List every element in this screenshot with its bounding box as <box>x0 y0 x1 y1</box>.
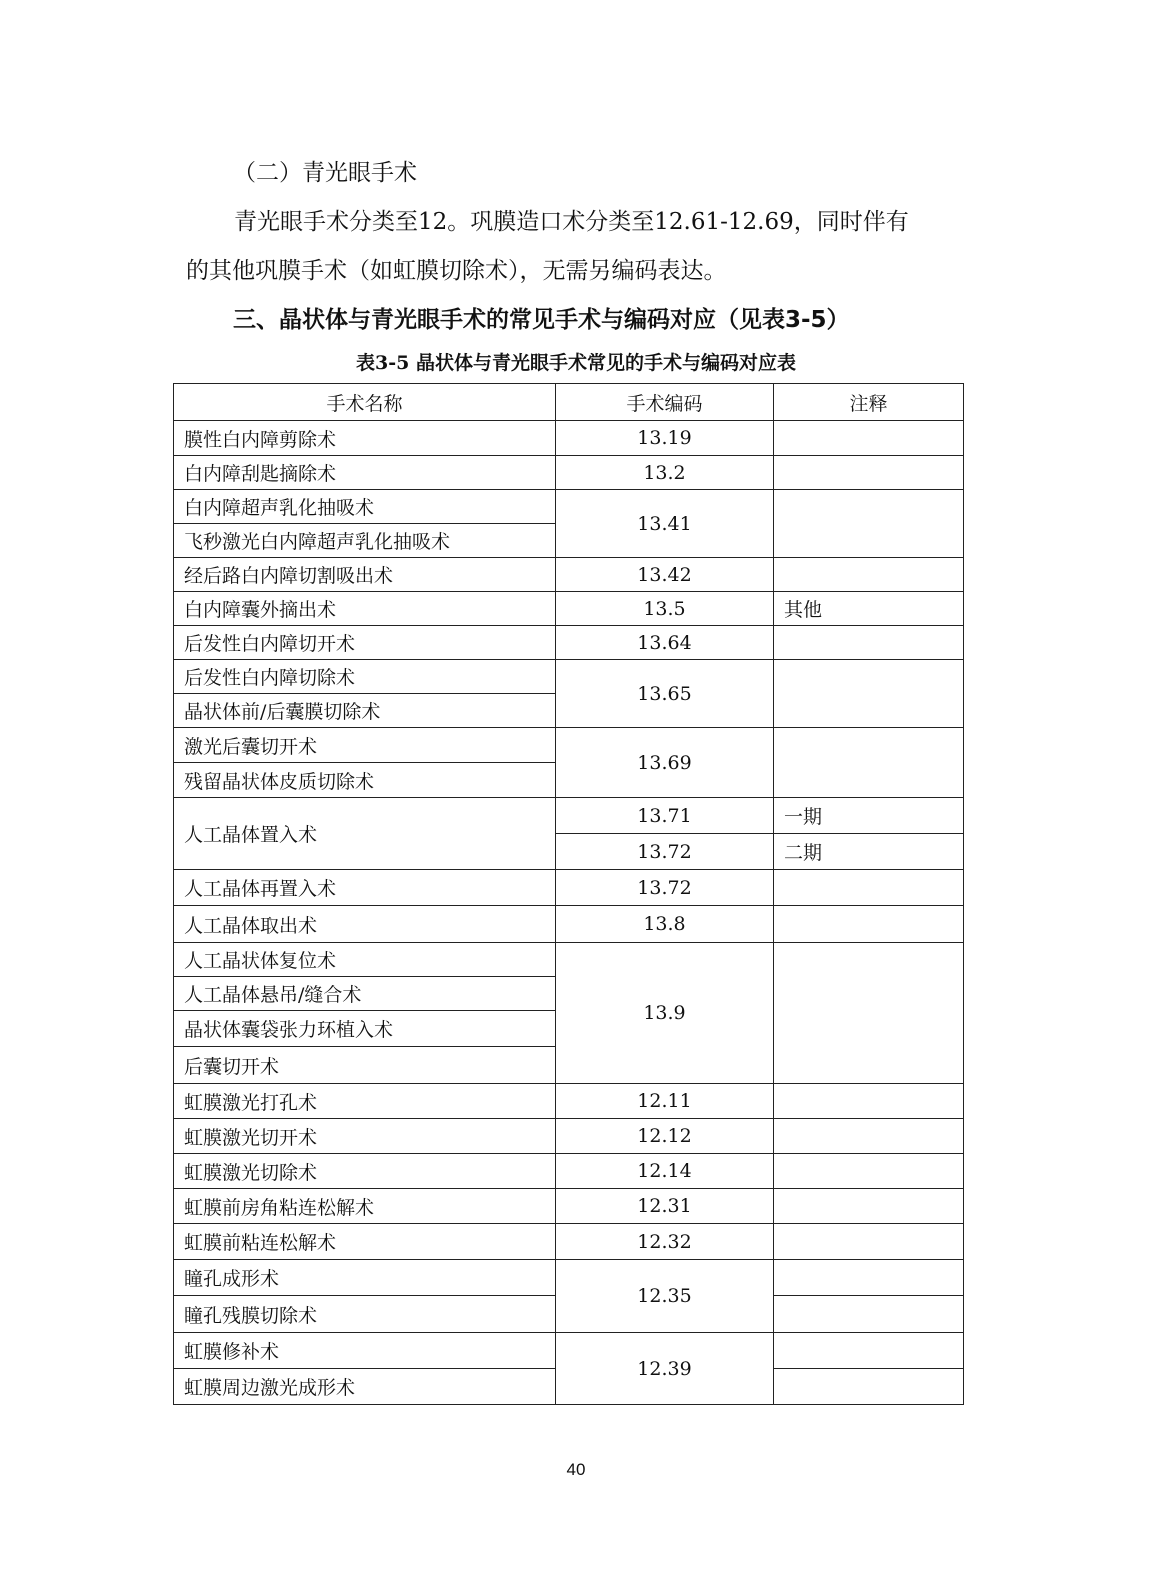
cell-code: 13.72 <box>556 870 774 906</box>
header-name: 手术名称 <box>174 384 556 421</box>
section-heading: 三、晶状体与青光眼手术的常见手术与编码对应（见表3-5） <box>233 307 850 333</box>
cell-code: 13.65 <box>556 660 774 728</box>
cell-code: 13.41 <box>556 490 774 558</box>
table-row <box>174 1119 964 1154</box>
cell-code: 13.8 <box>556 906 774 943</box>
cell-code: 13.2 <box>556 456 774 490</box>
paragraph-line-1: 青光眼手术分类至12。巩膜造口术分类至12.61-12.69，同时伴有 <box>234 209 909 235</box>
cell-note <box>774 660 964 728</box>
cell-note <box>774 906 964 943</box>
cell-name: 激光后囊切开术 <box>174 728 556 763</box>
cell-note <box>774 1084 964 1119</box>
cell-code: 12.31 <box>556 1189 774 1224</box>
table-row <box>174 906 964 943</box>
cell-note <box>774 1260 964 1296</box>
cell-name: 虹膜修补术 <box>174 1333 556 1369</box>
cell-code: 13.9 <box>556 943 774 1084</box>
cell-name: 虹膜前粘连松解术 <box>174 1224 556 1260</box>
cell-name: 人工晶体取出术 <box>174 906 556 943</box>
cell-note <box>774 456 964 490</box>
header-note: 注释 <box>774 384 964 421</box>
cell-name: 白内障超声乳化抽吸术 <box>174 490 556 524</box>
cell-name: 人工晶体置入术 <box>174 798 556 870</box>
cell-name: 后发性白内障切开术 <box>174 626 556 660</box>
cell-note <box>774 1333 964 1369</box>
table-row <box>174 1260 964 1296</box>
cell-name: 人工晶状体复位术 <box>174 943 556 977</box>
cell-code: 13.69 <box>556 728 774 798</box>
cell-code: 13.72 <box>556 834 774 870</box>
paragraph <box>186 198 966 296</box>
cell-note: 其他 <box>774 592 964 626</box>
cell-name: 飞秒激光白内障超声乳化抽吸术 <box>174 524 556 558</box>
cell-code: 13.42 <box>556 558 774 592</box>
cell-name: 虹膜激光切除术 <box>174 1154 556 1189</box>
table-row <box>174 592 964 626</box>
cell-code: 13.71 <box>556 798 774 834</box>
cell-name: 虹膜激光切开术 <box>174 1119 556 1154</box>
table-row <box>174 870 964 906</box>
cell-code: 12.11 <box>556 1084 774 1119</box>
cell-note <box>774 870 964 906</box>
table-row <box>174 1189 964 1224</box>
cell-note <box>774 1296 964 1333</box>
cell-note <box>774 1189 964 1224</box>
table-row <box>174 943 964 977</box>
table-row <box>174 1084 964 1119</box>
cell-note <box>774 943 964 1084</box>
cell-note <box>774 1154 964 1189</box>
cell-code: 12.39 <box>556 1333 774 1405</box>
subheading: （二）青光眼手术 <box>233 160 417 186</box>
cell-code: 12.12 <box>556 1119 774 1154</box>
cell-note <box>774 421 964 456</box>
cell-code: 13.5 <box>556 592 774 626</box>
cell-code: 13.19 <box>556 421 774 456</box>
page-number: 40 <box>566 1460 586 1479</box>
cell-note <box>774 1369 964 1405</box>
cell-name: 虹膜周边激光成形术 <box>174 1369 556 1405</box>
table-row <box>174 626 964 660</box>
surgery-code-table <box>173 383 964 1405</box>
cell-code: 13.64 <box>556 626 774 660</box>
cell-code: 12.14 <box>556 1154 774 1189</box>
cell-name: 白内障囊外摘出术 <box>174 592 556 626</box>
cell-name: 膜性白内障剪除术 <box>174 421 556 456</box>
cell-name: 人工晶体再置入术 <box>174 870 556 906</box>
cell-name: 白内障刮匙摘除术 <box>174 456 556 490</box>
header-code: 手术编码 <box>556 384 774 421</box>
cell-note <box>774 1119 964 1154</box>
table-row <box>174 1333 964 1369</box>
table-row <box>174 421 964 456</box>
cell-name: 经后路白内障切割吸出术 <box>174 558 556 592</box>
table-row <box>174 798 964 834</box>
cell-note: 一期 <box>774 798 964 834</box>
table-header-row <box>174 384 964 421</box>
cell-name: 虹膜激光打孔术 <box>174 1084 556 1119</box>
table-row <box>174 728 964 763</box>
cell-note <box>774 1224 964 1260</box>
cell-note <box>774 490 964 558</box>
cell-note <box>774 626 964 660</box>
table-row <box>174 456 964 490</box>
cell-note <box>774 728 964 798</box>
cell-name: 后发性白内障切除术 <box>174 660 556 694</box>
table-row <box>174 1224 964 1260</box>
paragraph-line-2: 的其他巩膜手术（如虹膜切除术），无需另编码表达。 <box>186 258 727 284</box>
table-row <box>174 558 964 592</box>
cell-name: 人工晶体悬吊/缝合术 <box>174 977 556 1011</box>
cell-name: 晶状体囊袋张力环植入术 <box>174 1011 556 1047</box>
cell-name: 晶状体前/后囊膜切除术 <box>174 694 556 728</box>
cell-code: 12.35 <box>556 1260 774 1333</box>
table-row <box>174 660 964 694</box>
cell-name: 瞳孔成形术 <box>174 1260 556 1296</box>
cell-note: 二期 <box>774 834 964 870</box>
cell-name: 瞳孔残膜切除术 <box>174 1296 556 1333</box>
table-row <box>174 1154 964 1189</box>
table-row <box>174 490 964 524</box>
cell-name: 虹膜前房角粘连松解术 <box>174 1189 556 1224</box>
cell-code: 12.32 <box>556 1224 774 1260</box>
table-caption: 表3-5 晶状体与青光眼手术常见的手术与编码对应表 <box>356 352 796 374</box>
cell-name: 后囊切开术 <box>174 1047 556 1084</box>
cell-note <box>774 558 964 592</box>
cell-name: 残留晶状体皮质切除术 <box>174 763 556 798</box>
